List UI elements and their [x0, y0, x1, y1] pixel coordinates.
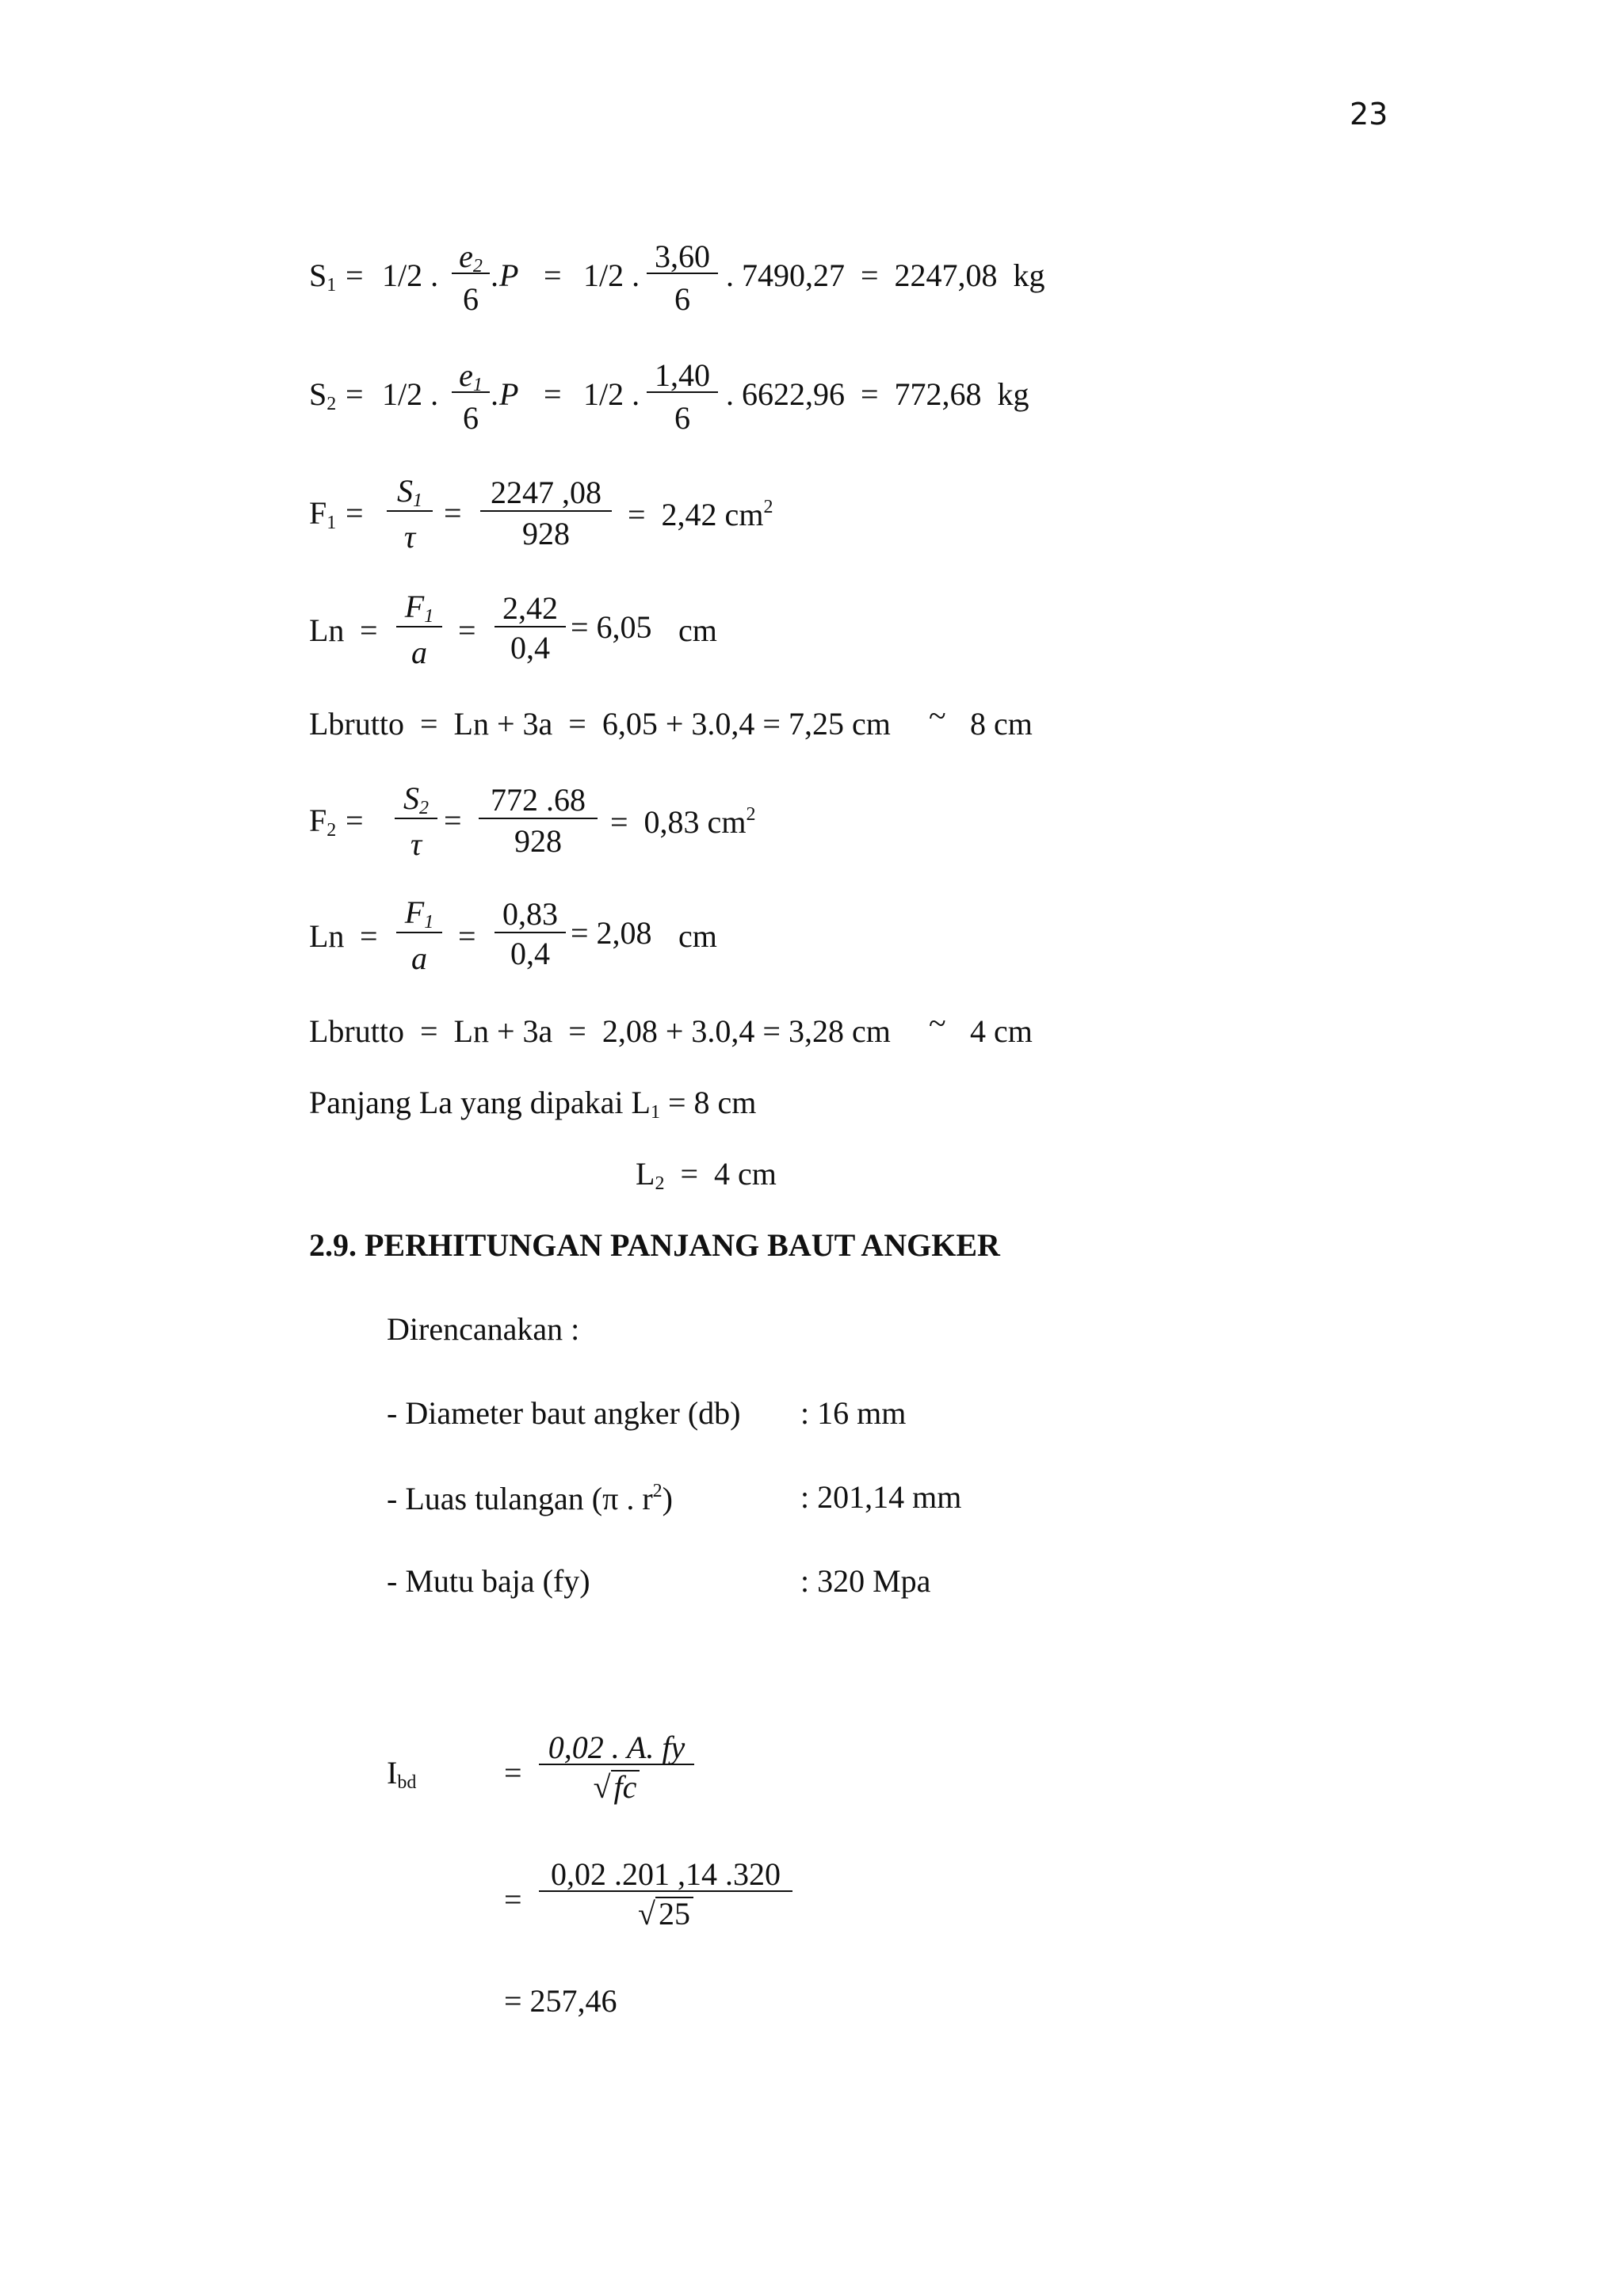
s2-equals-2: = [544, 376, 562, 412]
ln2-label: Ln [309, 918, 345, 954]
s2-frac2-den: 6 [674, 400, 690, 436]
f1-equals: = [346, 495, 364, 531]
s1-half: 1/2 . [382, 257, 439, 293]
sqrt-symbol: √ [638, 1896, 655, 1932]
f2-frac-den: τ [410, 826, 422, 862]
s1-half-2: 1/2 . [583, 257, 640, 293]
s1-label: $S_1$ [309, 257, 337, 296]
ln2-frac2-bar [495, 932, 566, 933]
s2-fraction-e1 [452, 357, 490, 436]
s2-rest: . 6622,96 = 772,68 kg [726, 376, 1029, 412]
section-heading: 2.9. PERHITUNGAN PANJANG BAUT ANGKER [309, 1227, 1000, 1263]
spec-diameter-label: - Diameter baut angker (db) [387, 1395, 741, 1431]
ln1-frac2-num: 2,42 [502, 590, 558, 626]
ln1-frac-den: a [411, 635, 427, 670]
panjang-line-2: $L_2 = 4$ cm [636, 1156, 777, 1194]
ibd-fraction-formula [539, 1726, 694, 1813]
f1-frac-den: τ [403, 519, 416, 555]
f2-fraction-s2-tau [395, 780, 437, 862]
f2-frac2-den: 928 [514, 823, 562, 859]
s2-frac2-bar [647, 391, 718, 393]
s1-frac2-num: 3,60 [655, 238, 710, 274]
f2-equals: = [346, 803, 364, 838]
ln1-frac2-den: 0,4 [510, 630, 550, 666]
s1-frac-bar [452, 273, 490, 274]
ibd-frac1-num: 0,02 . A. fy [548, 1730, 685, 1765]
f1-fraction-values [480, 472, 612, 555]
spec-diameter-value: : 16 mm [800, 1395, 907, 1431]
spec-steel-label: - Mutu baja (fy) [387, 1563, 590, 1599]
f2-frac2-bar [479, 818, 598, 819]
f2-frac-num: $S_2$ [403, 780, 429, 818]
f1-frac2-den: 928 [522, 516, 570, 551]
lbrutto2-text: Lbrutto = Ln + 3a = 2,08 + 3.0,4 = 3,28 cm [309, 1013, 891, 1049]
lbrutto1-approx-symbol: ~ [929, 698, 946, 734]
s1-p: .P [491, 257, 519, 293]
spec-area-value: : 201,14 mm [800, 1479, 962, 1515]
s2-p: .P [491, 376, 519, 412]
ln2-equals: = [360, 918, 378, 954]
s2-frac-num: $e_1$ [459, 357, 483, 395]
ibd-frac1-bar [539, 1764, 694, 1765]
ln2-frac2-den: 0,4 [510, 936, 550, 971]
s2-label: $S_2$ [309, 376, 337, 414]
f1-frac-bar [387, 510, 433, 512]
s1-frac2-bar [647, 273, 718, 274]
ibd-result: = 257,46 [504, 1983, 617, 2019]
lbrutto1-after: 8 cm [970, 706, 1033, 742]
ln1-frac2-bar [495, 626, 566, 627]
s2-frac-bar [452, 391, 490, 393]
f1-frac2-bar [480, 510, 612, 512]
f1-frac-num: $S_1$ [397, 473, 422, 511]
ln2-equals-2: = [458, 918, 476, 954]
ibd-frac1-den: √ fc [539, 1770, 694, 1803]
ibd-frac2-num: 0,02 .201 ,14 .320 [551, 1856, 781, 1892]
ibd-equals-2: = [504, 1882, 522, 1917]
ln1-frac-bar [396, 626, 442, 627]
panjang-line-1: Panjang La yang dipakai $L_1 = 8$ cm [309, 1085, 757, 1123]
ibd-frac2-den: √ 25 [539, 1897, 792, 1930]
f1-fraction-s1-tau [387, 472, 433, 555]
ln2-fraction-f1-a [396, 894, 442, 976]
sqrt-symbol: √ [593, 1769, 611, 1805]
ln1-frac-num: $F_1$ [404, 589, 434, 627]
f2-label: $F_2$ [309, 803, 337, 841]
ln2-unit: cm [678, 918, 717, 954]
page-number: 23 [1350, 97, 1388, 132]
f2-frac-bar [395, 818, 437, 819]
s2-half: 1/2 . [382, 376, 439, 412]
f1-rest: = 2,42 $cm^2$ [628, 497, 773, 532]
ln2-frac2-num: 0,83 [502, 896, 558, 932]
f1-equals-2: = [444, 495, 462, 531]
s2-half-2: 1/2 . [583, 376, 640, 412]
ln1-equals: = [360, 612, 378, 648]
s1-fraction-e2 [452, 238, 490, 317]
lbrutto2-after: 4 cm [970, 1013, 1033, 1049]
s1-equals-2: = [544, 257, 562, 293]
ln2-frac-num: $F_1$ [404, 894, 434, 933]
s2-equals: = [346, 376, 364, 412]
f2-rest: = 0,83 $cm^2$ [610, 804, 756, 840]
ln1-unit: cm [678, 612, 717, 648]
s1-frac-den: 6 [463, 281, 479, 317]
s2-frac2-num: 1,40 [655, 357, 710, 393]
ln1-equals-2: = [458, 612, 476, 648]
ibd-equals-1: = [504, 1755, 522, 1791]
s1-rest: . 7490,27 = 2247,08 kg [726, 257, 1045, 293]
f2-equals-2: = [444, 803, 462, 838]
s2-frac-den: 6 [463, 400, 479, 436]
spec-area-label: - Luas tulangan (π . $r^2$) [387, 1481, 673, 1516]
s1-fraction-360 [647, 238, 718, 317]
s1-frac2-den: 6 [674, 281, 690, 317]
lbrutto2-approx-symbol: ~ [929, 1005, 946, 1041]
ln2-fraction-values [495, 894, 566, 976]
f2-fraction-values [479, 780, 598, 862]
f2-frac2-num: 772 .68 [491, 782, 586, 818]
ibd-label: $I_{bd}$ [387, 1755, 417, 1793]
ln1-label: Ln [309, 612, 345, 648]
ln1-fraction-f1-a [396, 588, 442, 670]
f1-frac2-num: 2247 ,08 [491, 475, 601, 510]
ln1-fraction-values [495, 588, 566, 670]
lbrutto1-text: Lbrutto = Ln + 3a = 6,05 + 3.0,4 = 7,25 cm [309, 706, 891, 742]
planned-label: Direncanakan : [387, 1311, 580, 1347]
ln2-frac-den: a [411, 940, 427, 976]
ibd-frac2-bar [539, 1890, 792, 1892]
s1-equals: = [346, 257, 364, 293]
spec-steel-value: : 320 Mpa [800, 1563, 931, 1599]
ln2-frac-bar [396, 932, 442, 933]
ibd-fraction-values [539, 1852, 792, 1939]
s1-frac-num: $e_2$ [459, 238, 483, 277]
s2-fraction-140 [647, 357, 718, 436]
ln2-result: = 2,08 [571, 915, 652, 951]
f1-label: $F_1$ [309, 495, 337, 533]
ln1-result: = 6,05 [571, 609, 652, 645]
